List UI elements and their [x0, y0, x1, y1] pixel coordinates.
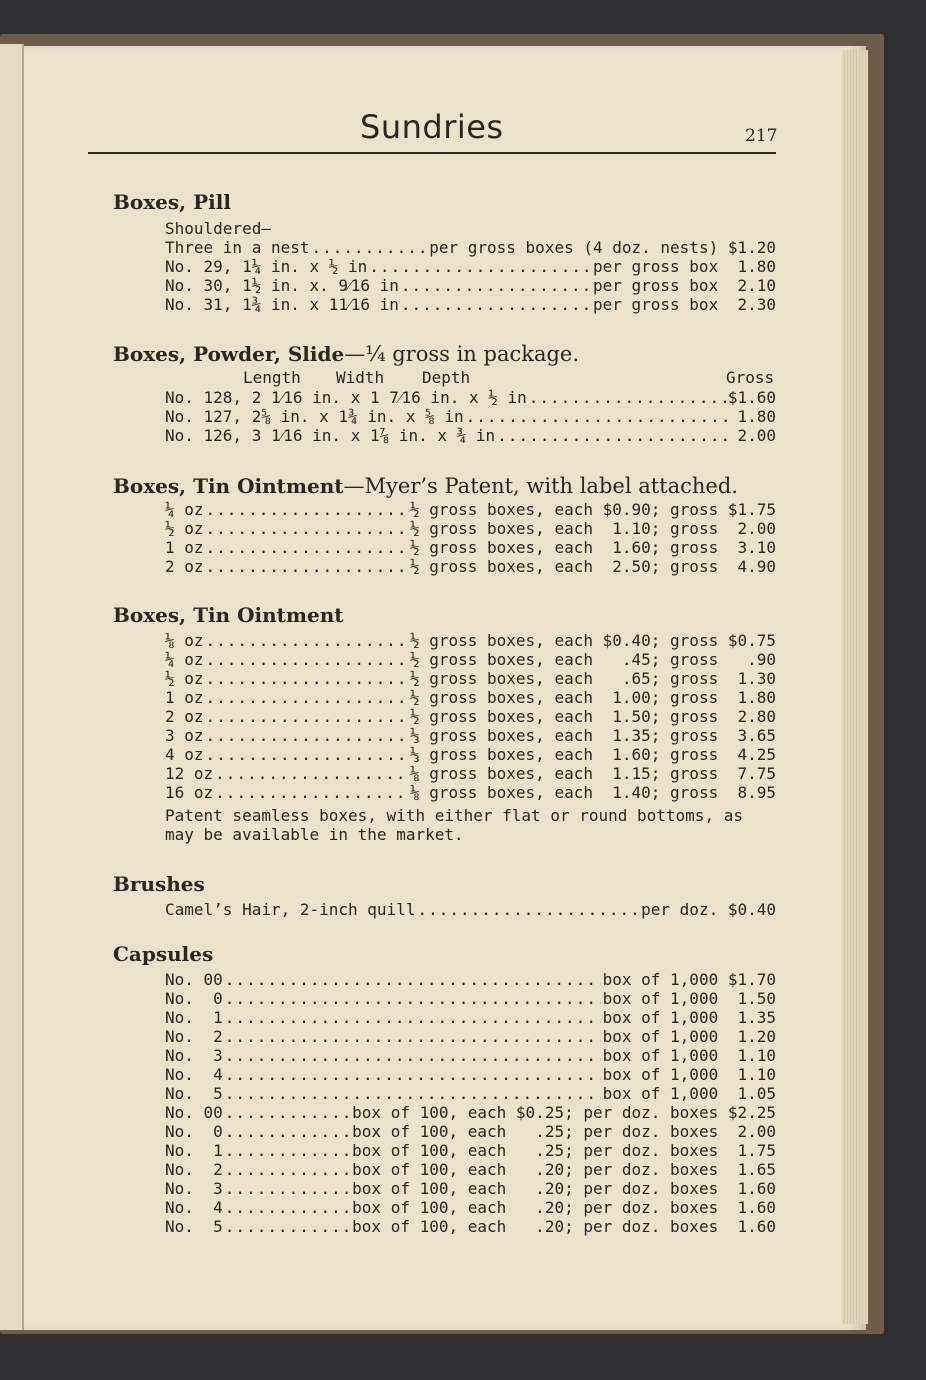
page-number: 217 — [745, 126, 778, 146]
item-price: ½ gross boxes, each 1.00; gross 1.80 — [409, 688, 776, 707]
item-price: box of 100, each .20; per doz. boxes 1.60 — [352, 1198, 776, 1217]
dot-leader — [206, 745, 408, 764]
list-item — [165, 783, 776, 803]
section-heading-tin-patent — [113, 474, 738, 498]
column-header-depth: Depth — [422, 368, 471, 387]
item-price: box of 100, each .20; per doz. boxes 1.65 — [352, 1160, 776, 1179]
item-label: No. 2 — [165, 1160, 223, 1179]
list-item — [165, 388, 776, 408]
dot-leader — [206, 500, 408, 519]
list-item — [165, 688, 776, 708]
list-item — [165, 257, 776, 277]
item-price: per gross box 1.80 — [592, 257, 776, 276]
item-label: ⅛ oz — [165, 631, 204, 650]
list-item — [165, 631, 776, 651]
item-price: box of 100, each .20; per doz. boxes 1.60 — [352, 1179, 776, 1198]
dot-leader — [497, 426, 735, 445]
list-item — [165, 276, 776, 296]
dot-leader — [206, 557, 408, 576]
item-price: per gross box 2.30 — [592, 295, 776, 314]
dot-leader — [215, 764, 408, 783]
dot-leader — [225, 1008, 601, 1027]
dot-leader — [225, 970, 601, 989]
item-price: ⅛ gross boxes, each 1.15; gross 7.75 — [409, 764, 776, 783]
dot-leader — [225, 1198, 350, 1217]
item-price: ½ gross boxes, each 1.10; gross 2.00 — [409, 519, 776, 538]
item-price: ⅛ gross boxes, each 1.40; gross 8.95 — [409, 783, 776, 802]
tin-patent-heading-rest: —Myer’s Patent, with label attached. — [343, 474, 738, 498]
dot-leader — [225, 1179, 350, 1198]
item-label: No. 3 — [165, 1179, 223, 1198]
dot-leader — [312, 238, 428, 257]
dot-leader — [206, 669, 408, 688]
dot-leader — [401, 295, 591, 314]
item-label: 1 oz — [165, 538, 204, 557]
list-item — [165, 745, 776, 765]
item-label: No. 2 — [165, 1027, 223, 1046]
dot-leader — [206, 688, 408, 707]
dot-leader — [225, 1103, 350, 1122]
list-item — [165, 407, 776, 427]
dot-leader — [206, 519, 408, 538]
list-item — [165, 1084, 776, 1104]
item-label: No. 4 — [165, 1198, 223, 1217]
list-item — [165, 295, 776, 315]
column-header-length: Length — [243, 368, 301, 387]
section-heading-brushes: Brushes — [113, 872, 205, 896]
list-item — [165, 707, 776, 727]
list-item — [165, 1122, 776, 1142]
list-item — [165, 538, 776, 558]
item-label: ¼ oz — [165, 650, 204, 669]
item-label: No. 00 — [165, 1103, 223, 1122]
item-label: No. 5 — [165, 1217, 223, 1236]
dot-leader — [466, 407, 736, 426]
dot-leader — [529, 388, 726, 407]
item-price: box of 100, each .25; per doz. boxes 1.75 — [352, 1141, 776, 1160]
dot-leader — [225, 1046, 601, 1065]
item-price: box of 1,000 1.05 — [602, 1084, 776, 1103]
item-label: 3 oz — [165, 726, 204, 745]
section-heading-tin: Boxes, Tin Ointment — [113, 603, 344, 627]
list-item — [165, 1160, 776, 1180]
column-header-width: Width — [336, 368, 385, 387]
dot-leader — [206, 707, 408, 726]
item-price: per doz. $0.40 — [641, 900, 776, 919]
item-label: 4 oz — [165, 745, 204, 764]
item-price: box of 1,000 1.10 — [602, 1065, 776, 1084]
dot-leader — [401, 276, 591, 295]
item-price: ⅓ gross boxes, each 1.35; gross 3.65 — [409, 726, 776, 745]
item-price: ½ gross boxes, each 1.60; gross 3.10 — [409, 538, 776, 557]
item-label: 2 oz — [165, 557, 204, 576]
item-label: No. 3 — [165, 1046, 223, 1065]
dot-leader — [206, 538, 408, 557]
pill-subheading: Shouldered— — [165, 219, 271, 238]
list-item — [165, 426, 776, 446]
list-item — [165, 1217, 776, 1237]
item-label: ½ oz — [165, 519, 204, 538]
list-item — [165, 1046, 776, 1066]
item-price: box of 100, each .25; per doz. boxes 2.00 — [352, 1122, 776, 1141]
list-item — [165, 1008, 776, 1028]
dot-leader — [225, 1065, 601, 1084]
item-label: No. 4 — [165, 1065, 223, 1084]
list-item — [165, 519, 776, 539]
item-label: No. 31, 1¾ in. x 11⁄16 in — [165, 295, 399, 314]
item-label: No. 1 — [165, 1141, 223, 1160]
list-item — [165, 1103, 776, 1123]
list-item — [165, 1141, 776, 1161]
item-price: box of 100, each .20; per doz. boxes 1.60 — [352, 1217, 776, 1236]
list-item — [165, 900, 776, 920]
header-rule — [88, 152, 776, 154]
dot-leader — [206, 631, 408, 650]
facing-page-edge — [0, 44, 24, 1330]
list-item — [165, 238, 776, 258]
item-label: No. 5 — [165, 1084, 223, 1103]
powder-heading-rest: —¼ gross in package. — [344, 342, 580, 366]
list-item — [165, 650, 776, 670]
dot-leader — [225, 989, 601, 1008]
tin-patent-heading-bold: Boxes, Tin Ointment — [113, 474, 344, 498]
item-label: ¼ oz — [165, 500, 204, 519]
item-label: Camel’s Hair, 2-inch quill — [165, 900, 416, 919]
dot-leader — [215, 783, 408, 802]
list-item — [165, 726, 776, 746]
list-item — [165, 1198, 776, 1218]
list-item — [165, 970, 776, 990]
item-label: No. 126, 3 1⁄16 in. x 1⅞ in. x ¾ in — [165, 426, 496, 445]
item-label: ½ oz — [165, 669, 204, 688]
item-label: 16 oz — [165, 783, 214, 802]
item-label: No. 0 — [165, 989, 223, 1008]
section-heading-capsules: Capsules — [113, 942, 214, 966]
dot-leader — [225, 1160, 350, 1179]
item-label: No. 1 — [165, 1008, 223, 1027]
item-price: ½ gross boxes, each .45; gross .90 — [409, 650, 776, 669]
dot-leader — [225, 1122, 350, 1141]
item-price: box of 1,000 1.35 — [602, 1008, 776, 1027]
item-label: 12 oz — [165, 764, 214, 783]
item-label: No. 0 — [165, 1122, 223, 1141]
item-label: 1 oz — [165, 688, 204, 707]
dot-leader — [225, 1084, 601, 1103]
item-price: box of 1,000 1.50 — [602, 989, 776, 1008]
item-label: No. 00 — [165, 970, 223, 989]
item-price: per gross box 2.10 — [592, 276, 776, 295]
dot-leader — [417, 900, 639, 919]
item-price: box of 100, each $0.25; per doz. boxes $2.25 — [352, 1103, 776, 1122]
dot-leader — [225, 1027, 601, 1046]
item-label: No. 30, 1½ in. x. 9⁄16 in — [165, 276, 399, 295]
item-label: No. 127, 2⅝ in. x 1¾ in. x ⅝ in — [165, 407, 464, 426]
item-label: Three in a nest — [165, 238, 310, 257]
tin-note: Patent seamless boxes, with either flat or round bottoms, as may be available in the market. — [165, 806, 743, 844]
dot-leader — [225, 1217, 350, 1236]
item-label: No. 29, 1¼ in. x ½ in — [165, 257, 368, 276]
list-item — [165, 764, 776, 784]
page-stack-edge — [842, 50, 868, 1324]
list-item — [165, 989, 776, 1009]
powder-heading-bold: Boxes, Powder, Slide — [113, 342, 345, 366]
list-item — [165, 500, 776, 520]
item-price: ½ gross boxes, each .65; gross 1.30 — [409, 669, 776, 688]
item-price: ½ gross boxes, each $0.90; gross $1.75 — [409, 500, 776, 519]
list-item — [165, 669, 776, 689]
list-item — [165, 1065, 776, 1085]
section-heading-powder — [113, 342, 579, 366]
column-header-gross: Gross — [726, 368, 775, 387]
item-price: 2.00 — [737, 426, 776, 445]
dot-leader — [206, 726, 408, 745]
item-label: No. 128, 2 1⁄16 in. x 1 7⁄16 in. x ½ in — [165, 388, 527, 407]
item-price: box of 1,000 1.10 — [602, 1046, 776, 1065]
item-price: box of 1,000 $1.70 — [602, 970, 776, 989]
item-price: 1.80 — [737, 407, 776, 426]
dot-leader — [225, 1141, 350, 1160]
item-price: ½ gross boxes, each 1.50; gross 2.80 — [409, 707, 776, 726]
list-item — [165, 1179, 776, 1199]
item-price: $1.60 — [727, 388, 776, 407]
item-price: box of 1,000 1.20 — [602, 1027, 776, 1046]
item-price: ½ gross boxes, each $0.40; gross $0.75 — [409, 631, 776, 650]
page-title: Sundries — [360, 108, 504, 146]
item-price: per gross boxes (4 doz. nests) $1.20 — [429, 238, 776, 257]
item-label: 2 oz — [165, 707, 204, 726]
list-item — [165, 1027, 776, 1047]
item-price: ½ gross boxes, each 2.50; gross 4.90 — [409, 557, 776, 576]
dot-leader — [369, 257, 591, 276]
item-price: ⅓ gross boxes, each 1.60; gross 4.25 — [409, 745, 776, 764]
section-heading-pill: Boxes, Pill — [113, 190, 231, 214]
list-item — [165, 557, 776, 577]
dot-leader — [206, 650, 408, 669]
